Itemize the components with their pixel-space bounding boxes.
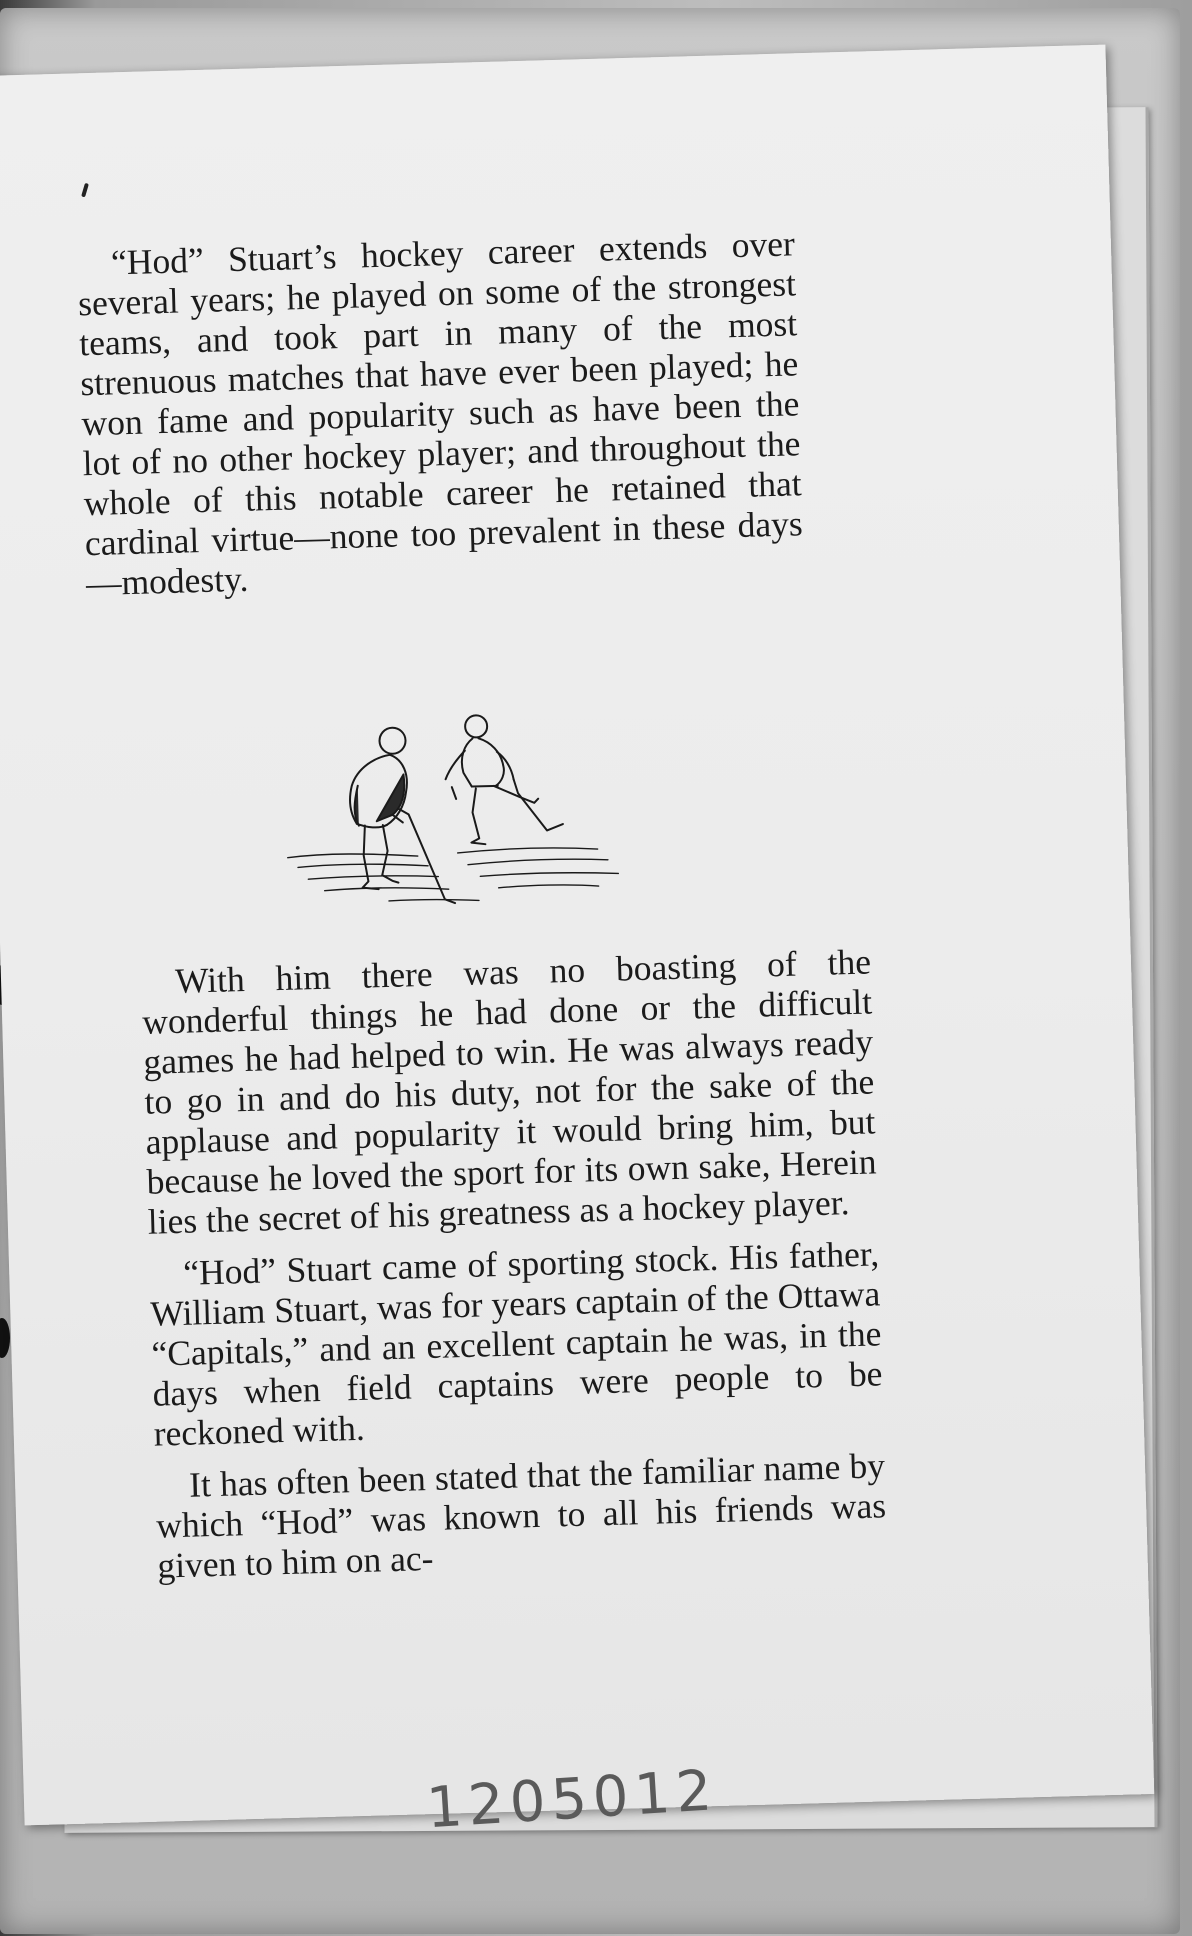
text-block-bottom <box>141 941 888 1585</box>
ink-mark <box>81 183 89 198</box>
paragraph-career: “Hod” Stuart’s hockey career extends over several years; he played on some of the strongest teams, and took part in many of the most strenuous matches that have ever been played; he won fame and popularity such as have been the lot of no other hockey player; and throughout the whole of this notable career he retained that cardinal virtue—none too prevalent in these days—modesty. <box>77 223 804 604</box>
left-player-figure <box>348 726 455 906</box>
paragraph-familiar-name: It has often been stated that the familiar name by which “Hod” was known to all his friends was given to him on ac- <box>155 1445 887 1586</box>
text-block-top <box>76 223 804 603</box>
paragraph-sporting-stock: “Hod” Stuart came of sporting stock. His father, William Stuart, was for years captain of the Ottawa “Capitals,” and an excellent captain he was, in the days when field captains were people to be reckoned with. <box>149 1233 883 1454</box>
paragraph-modesty: With him there was no boasting of the wonderful things he had done or the difficult games he had helped to win. He was always ready to go in and do his duty, not for the sake of the applause and popularity it would bring him, but because he loved the sport for its own sake, Herein lies the secret of his greatness as a hockey player. <box>141 941 878 1242</box>
hockey-players-illustration <box>264 697 670 938</box>
handwritten-accession-number: 1205012 <box>424 1758 720 1842</box>
ice-surface <box>288 846 619 906</box>
book-page <box>0 45 1154 1842</box>
right-player-figure <box>444 713 564 845</box>
